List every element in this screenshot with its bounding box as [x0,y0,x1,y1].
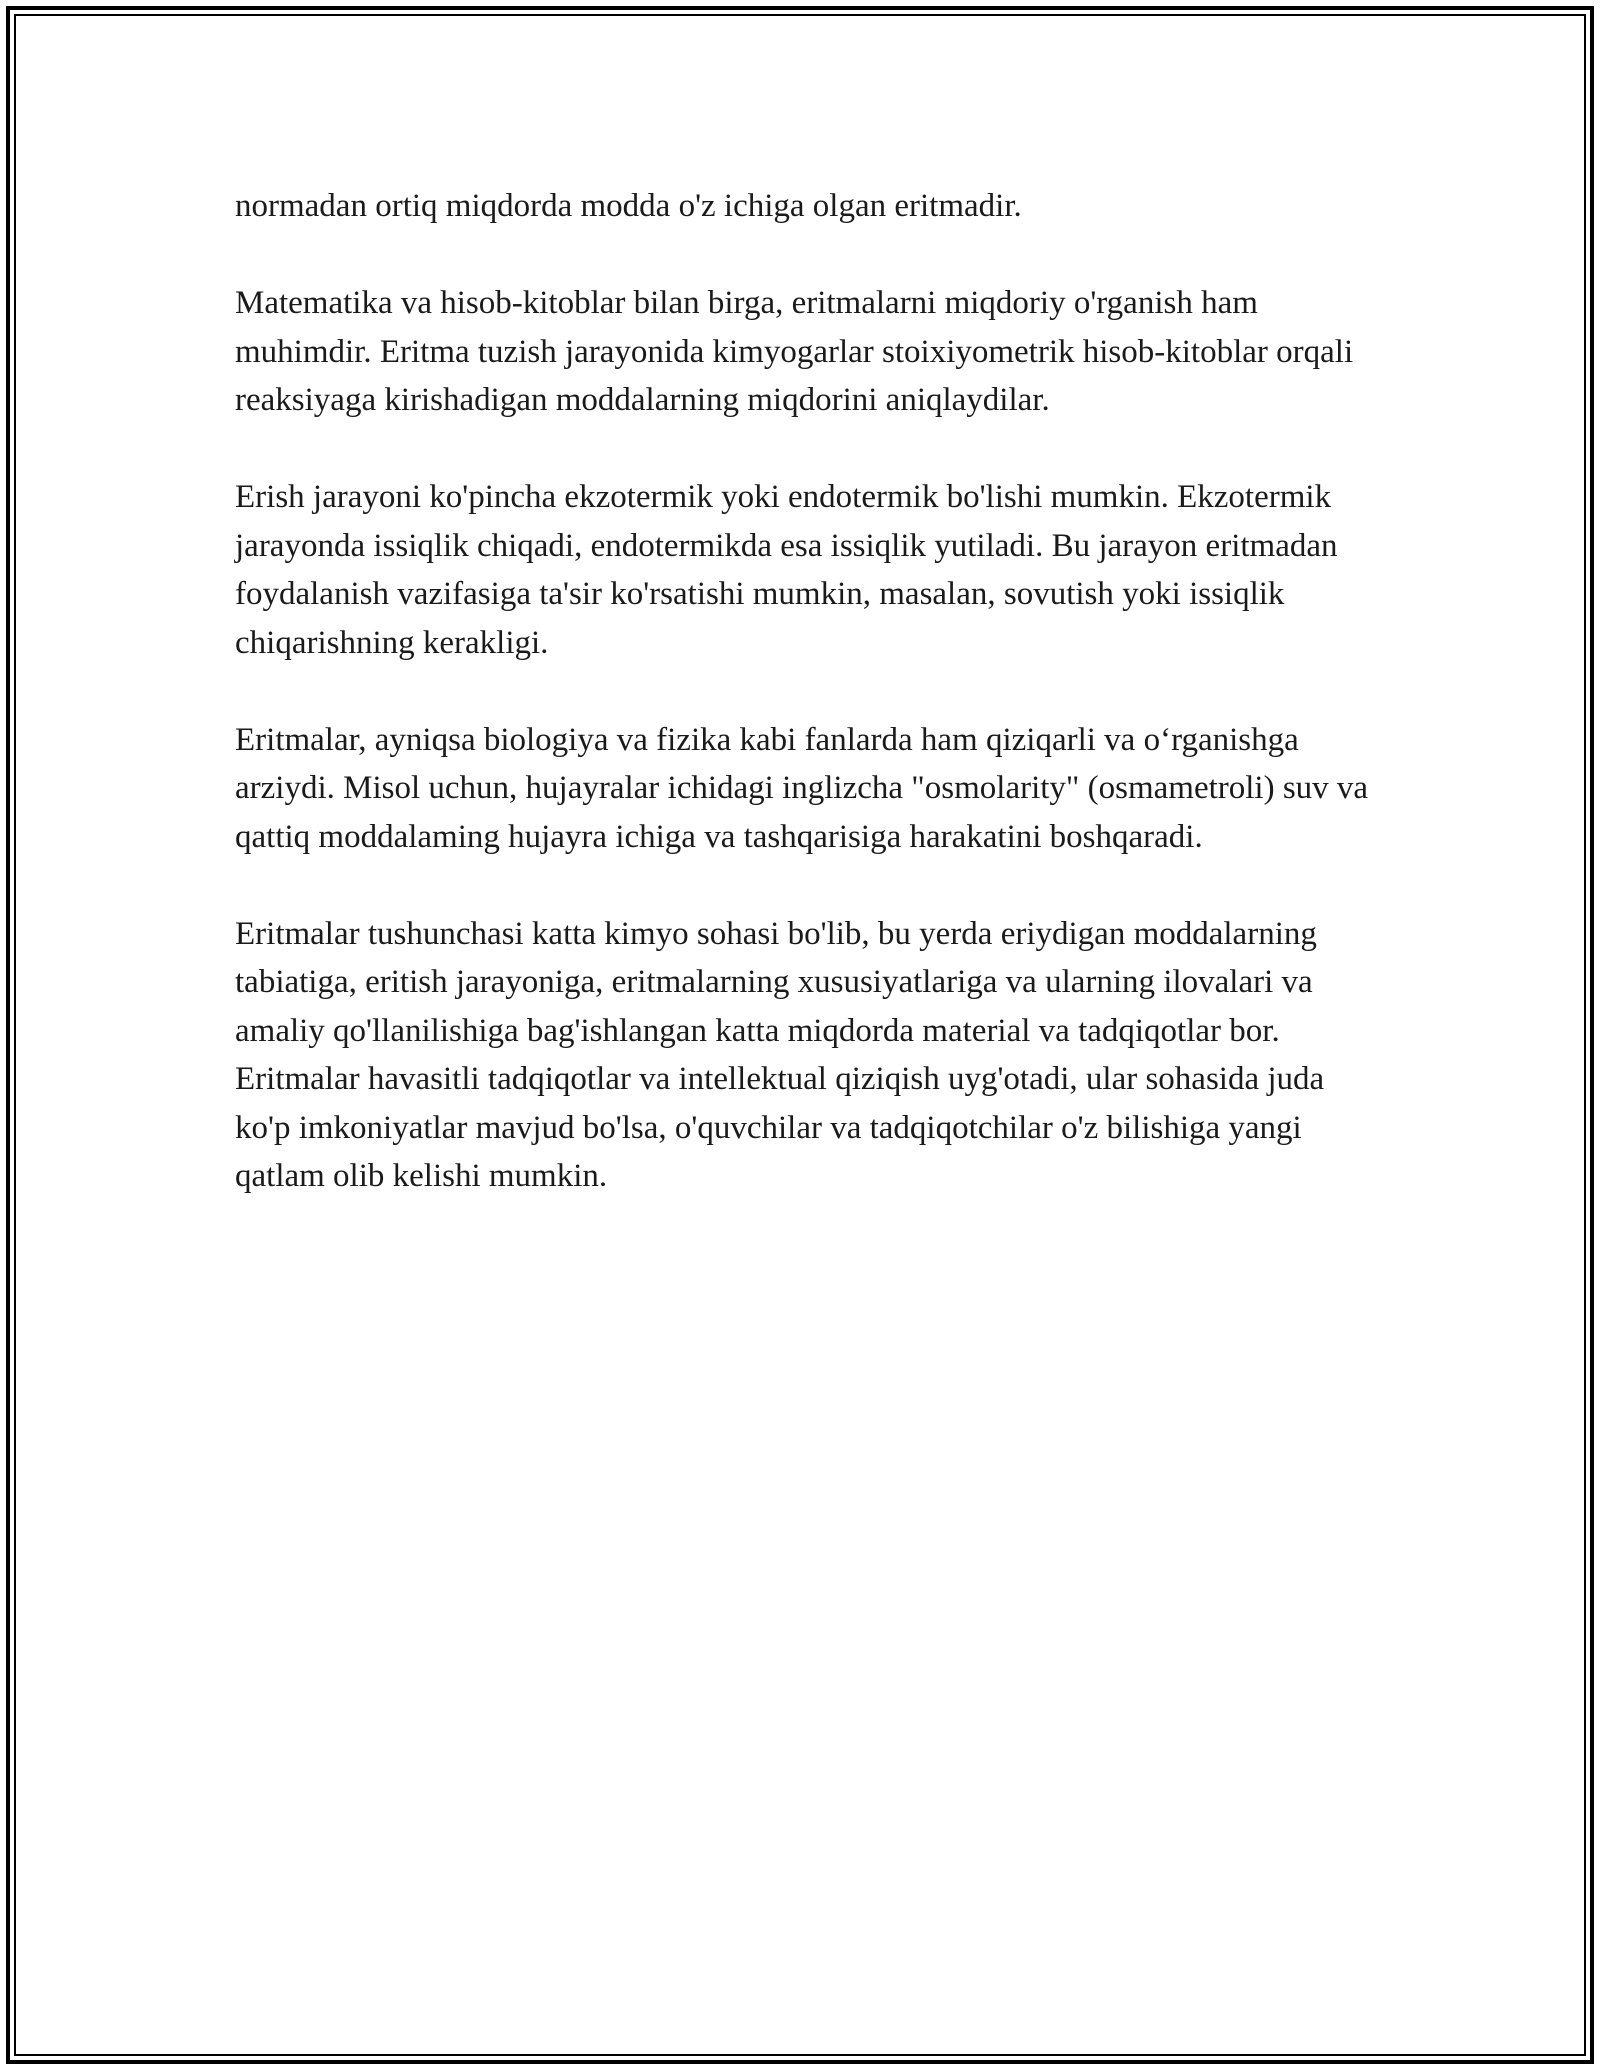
paragraph: Eritmalar tushunchasi katta kimyo sohasi bo'lib, bu yerda eriydigan moddalarning tabiatiga, eritish jarayoniga, eritmalarning xususiyatlariga va ularning ilovalari va amaliy qo'llanilishiga bag'ishlangan katta miqdorda material va tadqiqotlar bor. Eritmalar havasitli tadqiqotlar va intellektual qiziqish uyg'otadi, ular sohasida juda ko'p imkoniyatlar mavjud bo'lsa, o'quvchilar va tadqiqotchilar o'z bilishiga yangi qatlam olib kelishi mumkin. [235,915,1325,1194]
paragraph: Erish jarayoni ko'pincha ekzotermik yoki endotermik bo'lishi mumkin. Ekzotermik jarayonda issiqlik chiqadi, endotermikda esa issiqlik yutiladi. Bu jarayon eritmadan foydalanish vazifasiga ta'sir ko'rsatishi mumkin, masalan, sovutish yoki issiqlik chiqarishning kerakligi. [235,479,1338,661]
paragraph: Eritmalar, ayniqsa biologiya va fizika kabi fanlarda ham qiziqarli va o‘rganishga arziydi. Misol uchun, hujayralar ichidagi inglizcha "osmolarity" (osmametroli) suv va qattiq moddalaming hujayra ichiga va tashqarisiga harakatini boshqaradi. [235,721,1369,855]
document-body [235,182,1385,1249]
paragraph: normadan ortiq miqdorda modda o'z ichiga olgan eritmadir. [235,188,1022,224]
paragraph: Matematika va hisob-kitoblar bilan birga, eritmalarni miqdoriy o'rganish ham muhimdir. Eritma tuzish jarayonida kimyogarlar stoixiyometrik hisob-kitoblar orqali reaksiyaga kirishadigan moddalarning miqdorini aniqlaydilar. [235,285,1354,418]
